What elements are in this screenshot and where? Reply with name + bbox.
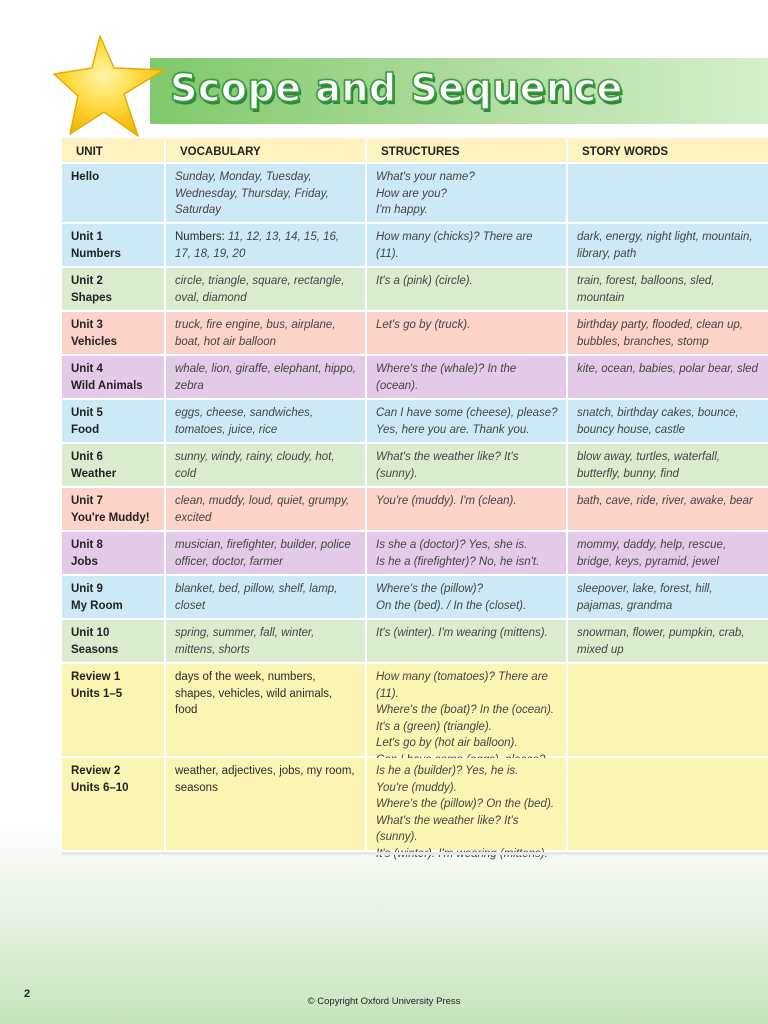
structure-line: How are you? [376, 187, 447, 200]
unit-label: Seasons [71, 643, 119, 656]
unit-label: Unit 9 [71, 583, 103, 595]
vocabulary-cell [166, 576, 367, 620]
table-row [62, 224, 768, 268]
unit-cell [62, 164, 166, 224]
vocabulary-text: circle, triangle, square, rectangle, oval, diamond [175, 275, 345, 304]
vocabulary-text: Sunday, Monday, Tuesday, Wednesday, Thursday, Friday, Saturday [175, 171, 329, 216]
table-body [62, 164, 768, 852]
vocabulary-cell [166, 164, 367, 224]
vocabulary-cell [166, 532, 367, 576]
vocabulary-cell [166, 758, 367, 852]
vocabulary-prefix: weather, adjectives, jobs, my room, seasons [175, 765, 355, 794]
unit-label: Unit 8 [71, 539, 103, 551]
table-row [62, 488, 768, 532]
story-words-text: bath, cave, ride, river, awake, bear [577, 495, 753, 507]
table-row [62, 400, 768, 444]
structure-line: You're (muddy). I'm (clean). [376, 495, 517, 507]
structure-line: How many (chicks)? There are (11). [376, 231, 533, 260]
vocabulary-cell [166, 664, 367, 758]
copyright-notice: © Copyright Oxford University Press [307, 996, 461, 1007]
structures-cell [367, 312, 568, 356]
story-words-text: snatch, birthday cakes, bounce, bouncy house, castle [577, 407, 739, 436]
structure-line: How many (tomatoes)? There are (11). [376, 671, 548, 700]
structures-cell [367, 356, 568, 400]
vocabulary-text: clean, muddy, loud, quiet, grumpy, excited [175, 495, 350, 524]
structure-line: Where's the (pillow)? On the (bed). [376, 798, 554, 810]
structures-cell [367, 576, 568, 620]
vocabulary-text: whale, lion, giraffe, elephant, hippo, zebra [175, 363, 356, 392]
unit-label: Unit 7 [71, 495, 103, 507]
unit-label: Review 2 [71, 765, 121, 777]
unit-label: Unit 3 [71, 319, 103, 331]
page-number: 2 [24, 988, 31, 1000]
structure-line: Let's go by (hot air balloon). [376, 737, 518, 749]
unit-label: My Room [71, 599, 123, 612]
structures-cell [367, 444, 568, 488]
vocabulary-prefix: days of the week, numbers, shapes, vehicles, wild animals, food [175, 671, 333, 716]
vocabulary-cell [166, 356, 367, 400]
structure-line: Is he a (firefighter)? No, he isn't. [376, 555, 540, 568]
structure-line: It's a (pink) (circle). [376, 275, 473, 287]
structure-line: What's the weather like? It's (sunny). [376, 814, 519, 843]
structure-line: It's a (green) (triangle). [376, 720, 492, 733]
vocabulary-cell [166, 620, 367, 664]
story-words-text: mommy, daddy, help, rescue, bridge, keys, pyramid, jewel [577, 539, 727, 568]
structure-line: What's your name? [376, 171, 475, 183]
unit-cell [62, 400, 166, 444]
structure-line: Is she a (doctor)? Yes, she is. [376, 539, 528, 551]
story-words-cell [568, 164, 768, 224]
story-words-text: snowman, flower, pumpkin, crab, mixed up [577, 627, 745, 656]
vocabulary-text: sunny, windy, rainy, cloudy, hot, cold [175, 451, 335, 480]
structure-line: I'm happy. [376, 204, 428, 216]
structures-cell [367, 400, 568, 444]
unit-label: Food [71, 423, 100, 436]
structure-line: What's the weather like? It's (sunny). [376, 451, 519, 480]
structure-line: Yes, here you are. Thank you. [376, 423, 530, 436]
table-row [62, 620, 768, 664]
header-vocabulary: VOCABULARY [166, 138, 367, 164]
unit-label: Hello [71, 171, 100, 183]
vocabulary-cell [166, 400, 367, 444]
unit-label: Numbers [71, 247, 121, 260]
scope-sequence-table [62, 138, 768, 852]
structure-line: On the (bed). / In the (closet). [376, 599, 527, 612]
unit-cell [62, 664, 166, 758]
story-words-text: blow away, turtles, waterfall, butterfly, bunny, find [577, 451, 720, 480]
structures-cell [367, 488, 568, 532]
header-story-words: STORY WORDS [568, 138, 768, 164]
unit-label: Unit 1 [71, 231, 103, 243]
table-bottom-rule [62, 852, 768, 855]
unit-label: Wild Animals [71, 379, 143, 392]
structures-cell [367, 268, 568, 312]
unit-cell [62, 444, 166, 488]
unit-label: Units 6–10 [71, 781, 129, 794]
story-words-cell [568, 758, 768, 852]
structure-line: Where's the (boat)? In the (ocean). [376, 704, 554, 716]
story-words-cell [568, 664, 768, 758]
structures-cell [367, 224, 568, 268]
structure-line: Let's go by (truck). [376, 319, 471, 331]
unit-label: You're Muddy! [71, 511, 150, 524]
story-words-cell [568, 268, 768, 312]
story-words-text: dark, energy, night light, mountain, library, path [577, 231, 753, 260]
structures-cell [367, 664, 568, 758]
structure-line: You're (muddy). [376, 781, 457, 794]
unit-label: Unit 2 [71, 275, 103, 287]
story-words-cell [568, 400, 768, 444]
structure-line: Is he a (builder)? Yes, he is. [376, 765, 519, 777]
unit-label: Unit 5 [71, 407, 103, 419]
table-row [62, 164, 768, 224]
unit-label: Review 1 [71, 671, 121, 683]
header-structures: STRUCTURES [367, 138, 568, 164]
table-row [62, 268, 768, 312]
vocabulary-cell [166, 488, 367, 532]
table-row [62, 758, 768, 852]
vocabulary-text: truck, fire engine, bus, airplane, boat, hot air balloon [175, 319, 336, 348]
structures-cell [367, 164, 568, 224]
vocabulary-text: blanket, bed, pillow, shelf, lamp, closet [175, 583, 338, 612]
table-row [62, 312, 768, 356]
story-words-cell [568, 444, 768, 488]
table-row [62, 664, 768, 758]
vocabulary-cell [166, 444, 367, 488]
story-words-text: birthday party, flooded, clean up, bubbles, branches, stomp [577, 319, 744, 348]
structures-cell [367, 758, 568, 852]
story-words-cell [568, 312, 768, 356]
structure-line: Where's the (whale)? In the (ocean). [376, 363, 517, 392]
table-header-row [62, 138, 768, 164]
unit-cell [62, 532, 166, 576]
star-icon [52, 34, 166, 138]
story-words-cell [568, 224, 768, 268]
story-words-cell [568, 488, 768, 532]
story-words-cell [568, 356, 768, 400]
structure-line: It's (winter). I'm wearing (mittens). [376, 627, 548, 639]
header-unit: UNIT [62, 138, 166, 164]
table-row [62, 444, 768, 488]
story-words-text: train, forest, balloons, sled, mountain [577, 275, 715, 304]
table-row [62, 576, 768, 620]
structure-line: Can I have some (cheese), please? [376, 407, 558, 419]
structures-cell [367, 532, 568, 576]
story-words-text: kite, ocean, babies, polar bear, sled [577, 363, 758, 375]
unit-cell [62, 356, 166, 400]
unit-cell [62, 224, 166, 268]
unit-cell [62, 576, 166, 620]
vocabulary-cell [166, 312, 367, 356]
story-words-text: sleepover, lake, forest, hill, pajamas, grandma [577, 583, 713, 612]
structure-line: Where's the (pillow)? [376, 583, 484, 595]
unit-label: Shapes [71, 291, 112, 304]
unit-label: Unit 4 [71, 363, 103, 375]
page-title: Scope and Sequence [170, 66, 623, 110]
unit-cell [62, 758, 166, 852]
unit-label: Units 1–5 [71, 687, 123, 700]
unit-cell [62, 488, 166, 532]
unit-label: Weather [71, 467, 117, 480]
unit-label: Unit 10 [71, 627, 110, 639]
story-words-cell [568, 576, 768, 620]
table-row [62, 532, 768, 576]
structures-cell [367, 620, 568, 664]
unit-cell [62, 620, 166, 664]
vocabulary-text: 11, 12, 13, 14, 15, 16, 17, 18, 19, 20 [175, 231, 340, 260]
table-row [62, 356, 768, 400]
vocabulary-cell [166, 224, 367, 268]
unit-cell [62, 268, 166, 312]
unit-label: Jobs [71, 555, 98, 568]
vocabulary-prefix: Numbers: [175, 231, 229, 243]
vocabulary-text: eggs, cheese, sandwiches, tomatoes, juice, rice [175, 407, 314, 436]
vocabulary-cell [166, 268, 367, 312]
vocabulary-text: spring, summer, fall, winter, mittens, shorts [175, 627, 315, 656]
story-words-cell [568, 620, 768, 664]
unit-label: Vehicles [71, 335, 118, 348]
unit-label: Unit 6 [71, 451, 103, 463]
unit-cell [62, 312, 166, 356]
story-words-cell [568, 532, 768, 576]
vocabulary-text: musician, firefighter, builder, police officer, doctor, farmer [175, 539, 351, 568]
